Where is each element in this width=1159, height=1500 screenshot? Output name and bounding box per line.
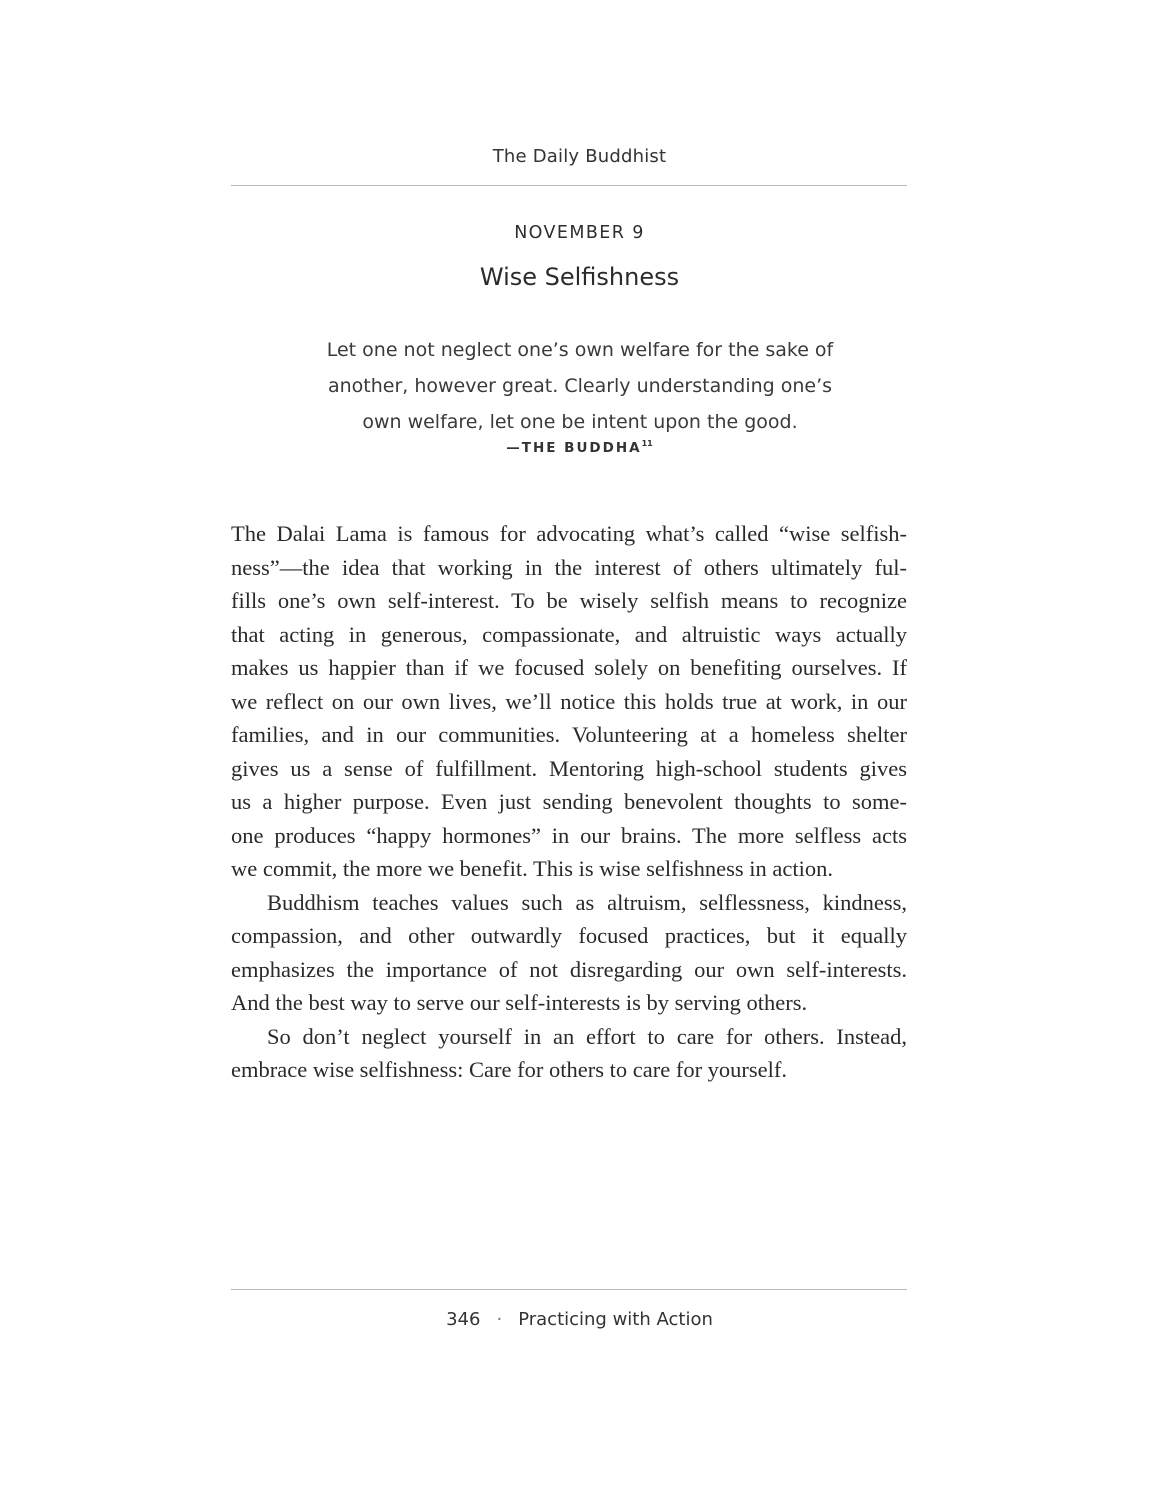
body-line: we commit, the more we benefit. This is wise selfishness in action.: [231, 856, 833, 881]
body-line: families, and in our communities. Volunteering at a homeless shelter: [231, 722, 907, 747]
body-line: gives us a sense of fulfillment. Mentoring high-school students gives: [231, 755, 907, 781]
epigraph-attribution: [0, 439, 1159, 456]
entry-title: Wise Selfishness: [479, 263, 680, 291]
body-line: us a higher purpose. Even just sending benevolent thoughts to some-: [231, 789, 907, 814]
body-line: makes us happier than if we focused solely on benefiting ourselves. If: [231, 655, 907, 680]
body-text: [231, 517, 907, 1087]
body-line: we reflect on our own lives, we’ll notice this holds true at work, in our: [231, 688, 907, 714]
epigraph-line: own welfare, let one be intent upon the good.: [362, 411, 798, 433]
epigraph-line: another, however great. Clearly understanding one’s: [327, 375, 833, 397]
entry-date: NOVEMBER 9: [514, 223, 645, 243]
epigraph-line: Let one not neglect one’s own welfare for the sake of: [326, 339, 834, 361]
body-line: So don’t neglect yourself in an effort to care for others. Instead,: [267, 1023, 907, 1049]
body-line: embrace wise selfishness: Care for others to care for yourself.: [231, 1057, 788, 1082]
body-line: And the best way to serve our self-interests is by serving others.: [231, 990, 808, 1015]
body-line: one produces “happy hormones” in our brains. The more selfless acts: [231, 822, 907, 848]
body-line: that acting in generous, compassionate, and altruistic ways actually: [231, 621, 907, 647]
page-number: 346: [446, 1309, 481, 1330]
section-title: Practicing with Action: [518, 1309, 713, 1330]
body-line: emphasizes the importance of not disregarding our own self-interests.: [231, 956, 907, 982]
body-line: ness”—the idea that working in the interest of others ultimately ful-: [231, 554, 907, 580]
running-head: The Daily Buddhist: [492, 146, 667, 167]
footnote-reference: 11: [641, 439, 653, 448]
body-line: The Dalai Lama is famous for advocating what’s called “wise selfish-: [231, 521, 907, 546]
header-divider: [231, 185, 907, 186]
footer-divider: [231, 1289, 907, 1290]
epigraph-quote: [270, 332, 890, 440]
body-line: Buddhism teaches values such as altruism, selflessness, kindness,: [267, 889, 907, 915]
page-footer: [0, 1309, 1159, 1330]
body-line: fills one’s own self-interest. To be wisely selfish means to recognize: [231, 588, 907, 613]
footer-separator: ·: [496, 1309, 503, 1330]
attribution-text: —THE BUDDHA: [506, 440, 642, 456]
body-line: compassion, and other outwardly focused practices, but it equally: [231, 923, 907, 948]
